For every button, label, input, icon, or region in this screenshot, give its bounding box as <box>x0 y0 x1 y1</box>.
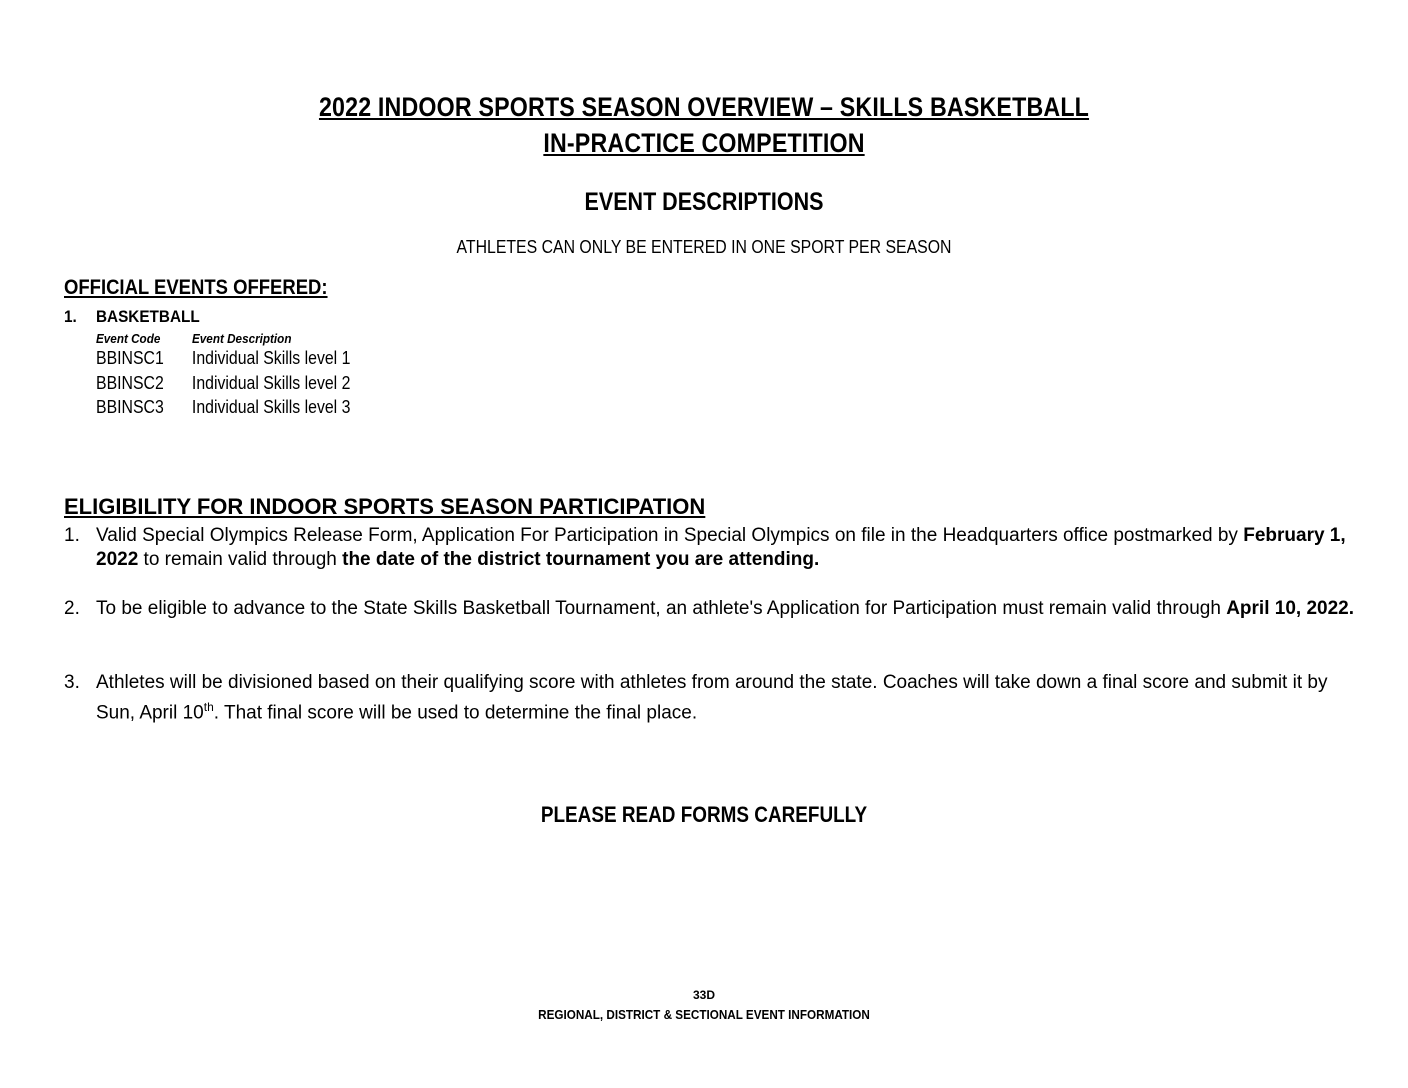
item-text-part: Athletes will be divisioned based on their qualifying score with athletes from around the state. Coaches will take down a final score and submit it by Sun, April 10 <box>96 672 1328 724</box>
page-title-line2: IN-PRACTICE COMPETITION <box>543 128 865 158</box>
item-text-part: to remain valid through <box>138 549 343 570</box>
event-code: BBINSC1 <box>96 348 164 368</box>
item-text-part: . That final score will be used to determine the final place. <box>213 702 698 724</box>
event-code: BBINSC3 <box>96 397 164 417</box>
page-number: 33D <box>692 988 715 1002</box>
item-number: 3. <box>64 672 80 693</box>
deadline-date: February 1, 2022 <box>96 525 1346 570</box>
deadline-date: April 10, 2022. <box>1226 598 1354 619</box>
event-code-column-header: Event Code <box>96 331 161 346</box>
subtitle: EVENT DESCRIPTIONS <box>584 188 824 216</box>
event-description: Individual Skills level 3 <box>191 397 351 417</box>
eligibility-heading: ELIGIBILITY FOR INDOOR SPORTS SEASON PARTICIPATION <box>64 494 706 519</box>
event-description-column-header: Event Description <box>192 331 292 346</box>
page-title-line1: 2022 INDOOR SPORTS SEASON OVERVIEW – SKILLS BASKETBALL <box>318 92 1090 122</box>
item-emphasis: the date of the district tournament you are attending. <box>342 549 820 570</box>
item-number: 1. <box>64 525 80 546</box>
event-name: BASKETBALL <box>96 307 200 326</box>
event-code: BBINSC2 <box>96 373 164 393</box>
item-text <box>96 671 1354 725</box>
item-number: 2. <box>64 598 80 619</box>
please-read-notice: PLEASE READ FORMS CAREFULLY <box>540 802 868 827</box>
item-text <box>96 524 1354 572</box>
event-description: Individual Skills level 1 <box>191 348 351 368</box>
events-heading: OFFICIAL EVENTS OFFERED: <box>64 276 328 299</box>
item-text-part: Valid Special Olympics Release Form, Application For Participation in Special Olympics on file in the Headquarters office postmarked by <box>96 525 1244 546</box>
item-text-part: To be eligible to advance to the State Skills Basketball Tournament, an athlete's Application for Participation must remain valid through <box>96 598 1227 619</box>
item-text <box>96 597 1354 621</box>
event-number: 1. <box>64 307 77 326</box>
ordinal-suffix: th <box>203 700 214 714</box>
footer-caption: REGIONAL, DISTRICT & SECTIONAL EVENT INFORMATION <box>538 1007 870 1022</box>
season-notice: ATHLETES CAN ONLY BE ENTERED IN ONE SPORT PER SEASON <box>456 237 952 257</box>
event-description: Individual Skills level 2 <box>191 373 351 393</box>
